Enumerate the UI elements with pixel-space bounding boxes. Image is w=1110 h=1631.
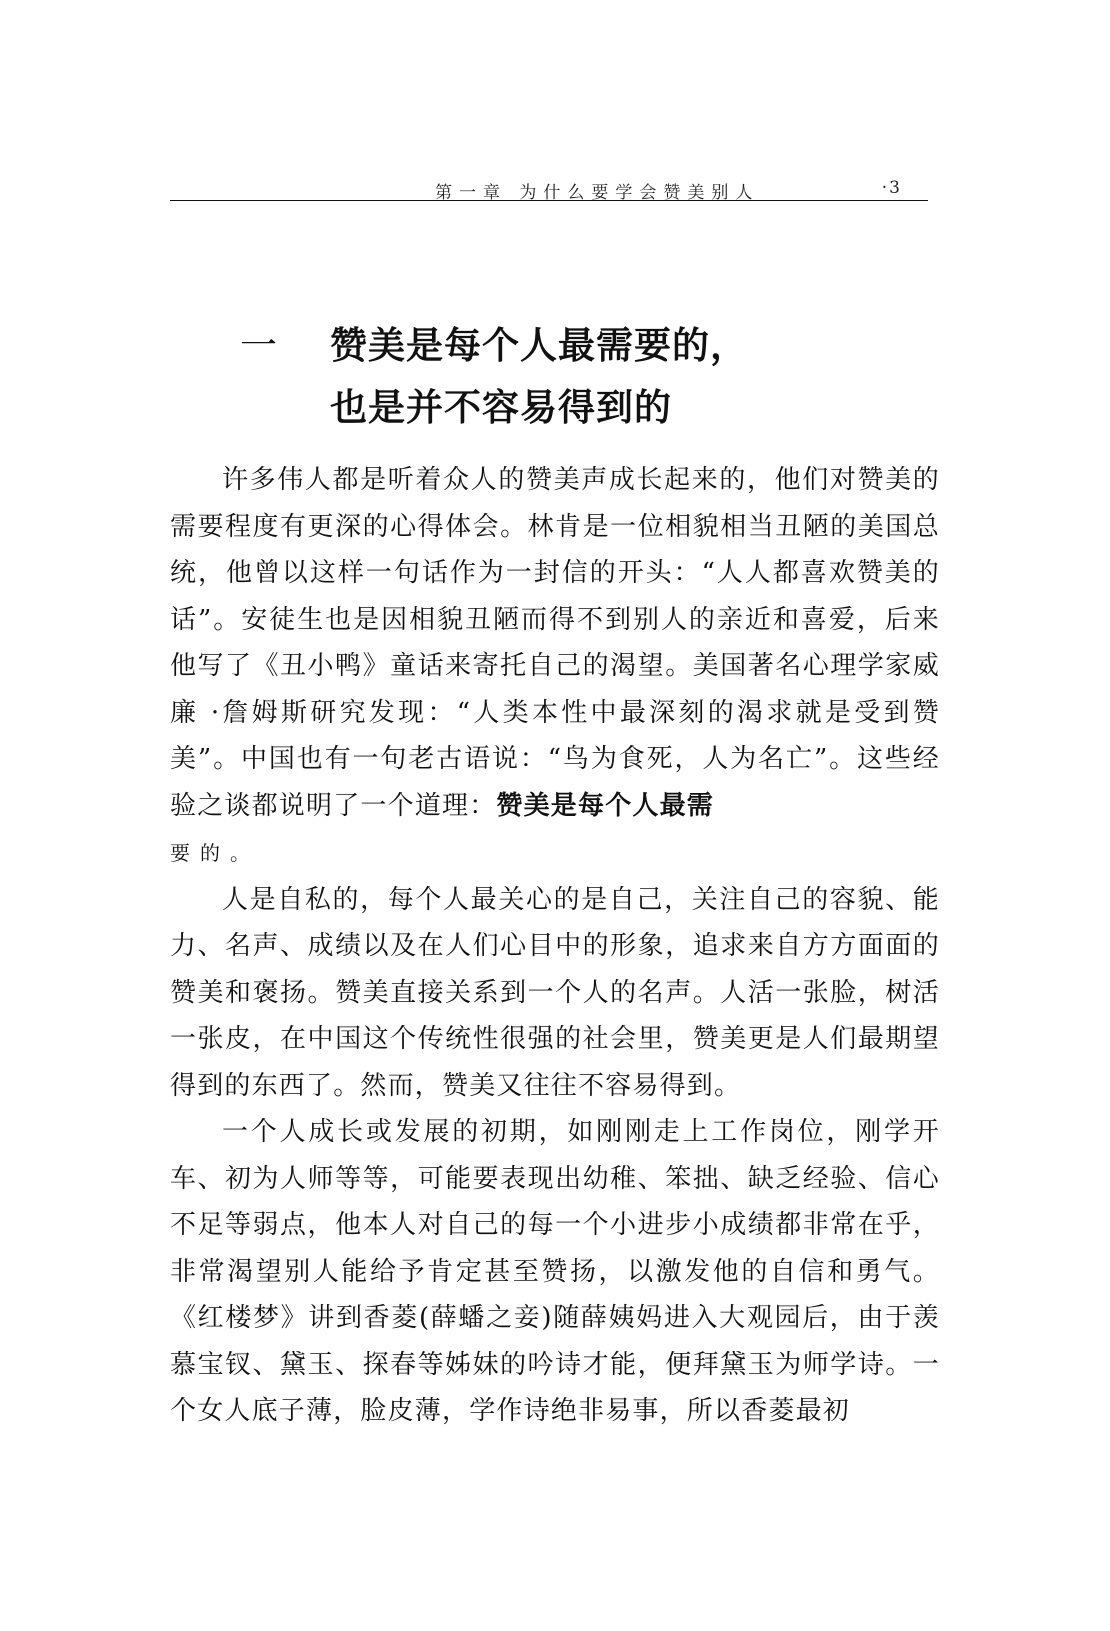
paragraph-1 — [170, 457, 940, 877]
chapter-title: 第一章 为什么要学会赞美别人 — [435, 183, 760, 203]
paragraph-1-text: 许多伟人都是听着众人的赞美声成长起来的，他们对赞美的需要程度有更深的心得体会。林肯是一位相貌相当丑陋的美国总统，他曾以这样一句话作为一封信的开头：“人人都喜欢赞美的话”。安徒生也是因相貌丑陋而得不到别人的亲近和喜爱，后来他写了《丑小鸭》童话来寄托自己的渴望。美国著名心理学家威廉 ·詹姆斯研究发现：“人类本性中最深刻的渴求就是受到赞美”。中国也有一句老古语说：“鸟为食死，人为名亡”。这些经验之谈都说明了一个道理： — [170, 465, 940, 821]
paragraph-2: 人是自私的，每个人最关心的是自己，关注自己的容貌、能力、名声、成绩以及在人们心目中的形象，追求来自方方面面的赞美和褒扬。赞美直接关系到一个人的名声。人活一张脸，树活一张皮，在中国这个传统性很强的社会里，赞美更是人们最期望得到的东西了。然而，赞美又往往不容易得到。 — [170, 884, 940, 1101]
section-heading — [240, 315, 920, 439]
section-title-line-1: 赞美是每个人最需要的， — [330, 324, 748, 367]
body-text — [170, 457, 940, 1435]
section-title-line-2: 也是并不容易得到的 — [330, 386, 672, 429]
paragraph-3: 一个人成长或发展的初期，如刚刚走上工作岗位，刚学开车、初为人师等等，可能要表现出幼稚、笨拙、缺乏经验、信心不足等弱点，他本人对自己的每一个小进步小成绩都非常在乎，非常渴望别人能给予肯定甚至赞扬，以激发他的自信和勇气。《红楼梦》讲到香菱(薛蟠之妾)随薛姨妈进入大观园后，由于羡慕宝钗、黛玉、探春等姊妹的吟诗才能，便拜黛玉为师学诗。一个女人底子薄，脸皮薄，学作诗绝非易事，所以香菱最初 — [170, 1117, 940, 1426]
paragraph-1-emphasis: 赞美是每个人最需 — [496, 790, 715, 821]
paragraph-1-tail: 要的。 — [170, 841, 260, 865]
page-number: ·3 — [881, 178, 902, 198]
running-head — [170, 178, 928, 202]
section-number: 一 — [240, 324, 278, 367]
header-rule — [170, 200, 928, 201]
